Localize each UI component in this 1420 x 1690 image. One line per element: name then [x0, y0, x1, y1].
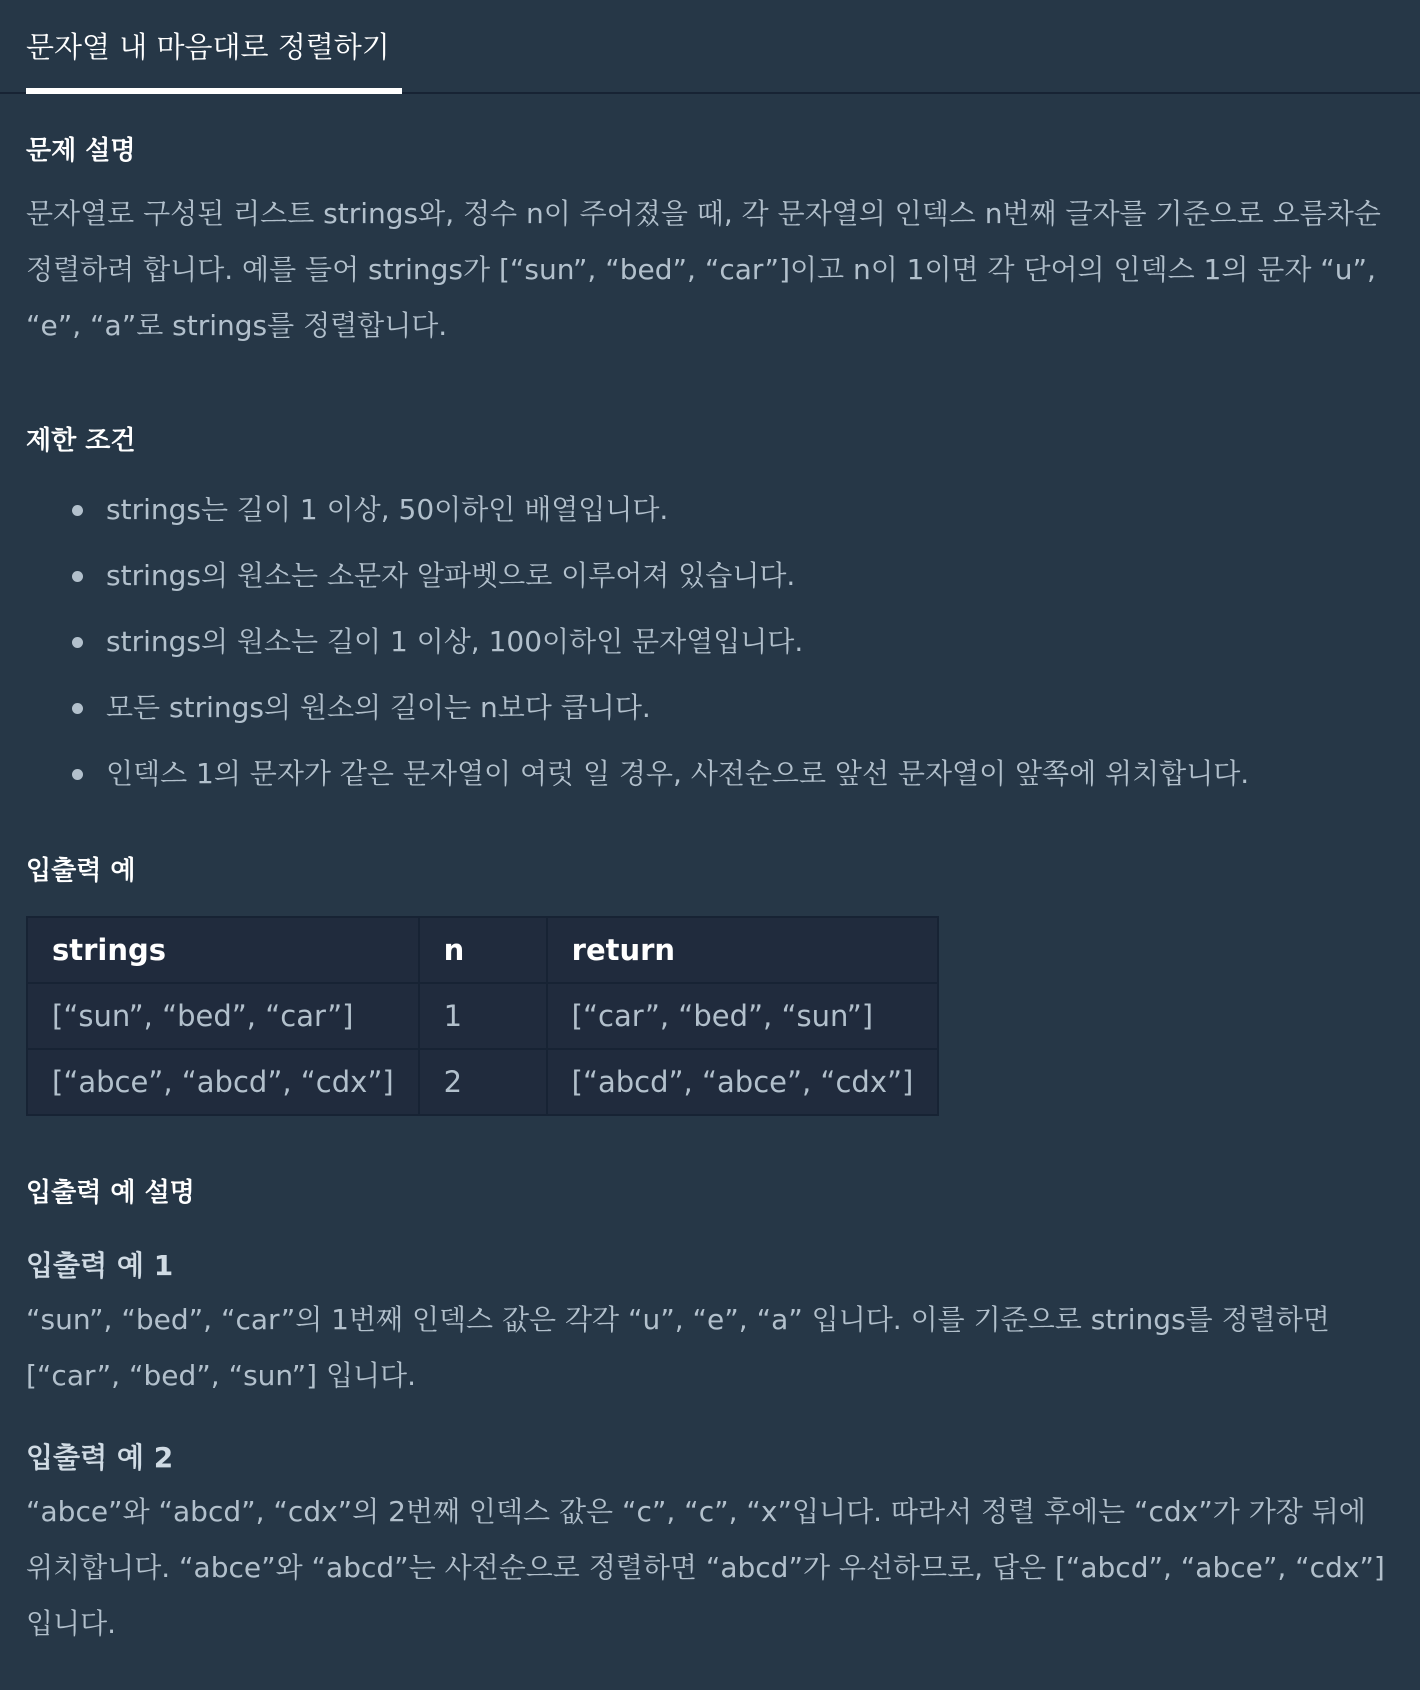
- tab-bar: [0, 0, 1420, 94]
- explanation-heading: 입출력 예 설명: [26, 1178, 195, 1208]
- column-header-strings: strings: [27, 917, 419, 983]
- constraints-heading: 제한 조건: [26, 426, 136, 456]
- bullet-icon: [72, 703, 83, 714]
- table-cell: [“car”, “bed”, “sun”]: [547, 983, 939, 1049]
- bullet-icon: [72, 637, 83, 648]
- bullet-icon: [72, 505, 83, 516]
- table-row: [27, 983, 938, 1049]
- examples-table: [26, 916, 939, 1116]
- table-cell: 2: [419, 1049, 547, 1115]
- list-item: strings의 원소는 소문자 알파벳으로 이루어져 있습니다.: [26, 556, 1391, 622]
- table-header-row: [27, 917, 938, 983]
- list-item: 모든 strings의 원소의 길이는 n보다 큽니다.: [26, 688, 1391, 754]
- bullet-icon: [72, 769, 83, 780]
- example-2-title: 입출력 예 2: [26, 1441, 174, 1474]
- examples-heading: 입출력 예: [26, 856, 136, 886]
- table-cell: 1: [419, 983, 547, 1049]
- constraints-list: [26, 490, 1391, 820]
- list-item: 인덱스 1의 문자가 같은 문자열이 여럿 일 경우, 사전순으로 앞선 문자열이 앞쪽에 위치합니다.: [26, 754, 1391, 820]
- column-header-n: n: [419, 917, 547, 983]
- column-header-return: return: [547, 917, 939, 983]
- bullet-icon: [72, 571, 83, 582]
- list-item: strings의 원소는 길이 1 이상, 100이하인 문자열입니다.: [26, 622, 1391, 688]
- tab-problem-title[interactable]: 문자열 내 마음대로 정렬하기: [26, 0, 402, 94]
- description-text: 문자열로 구성된 리스트 strings와, 정수 n이 주어졌을 때, 각 문자열의 인덱스 n번째 글자를 기준으로 오름차순 정렬하려 합니다. 예를 들어 strings가 [“sun”, “bed”, “car”]이고 n이 1이면 각 단어의 인덱스 1의 문자 “u”, “e”, “a”로 strings를 정렬합니다.: [26, 197, 1381, 342]
- list-item: strings는 길이 1 이상, 50이하인 배열입니다.: [26, 490, 1391, 556]
- table-cell: [“abce”, “abcd”, “cdx”]: [27, 1049, 419, 1115]
- example-1-text: “sun”, “bed”, “car”의 1번째 인덱스 값은 각각 “u”, “e”, “a” 입니다. 이를 기준으로 strings를 정렬하면 [“car”, “bed”, “sun”] 입니다.: [26, 1303, 1330, 1392]
- example-2-text: “abce”와 “abcd”, “cdx”의 2번째 인덱스 값은 “c”, “c”, “x”입니다. 따라서 정렬 후에는 “cdx”가 가장 뒤에 위치합니다. “abce”와 “abcd”는 사전순으로 정렬하면 “abcd”가 우선하므로, 답은 [“abcd”, “abce”, “cdx”] 입니다.: [26, 1495, 1385, 1640]
- table-row: [27, 1049, 938, 1115]
- example-1-title: 입출력 예 1: [26, 1249, 174, 1282]
- description-heading: 문제 설명: [26, 136, 136, 166]
- table-cell: [“abcd”, “abce”, “cdx”]: [547, 1049, 939, 1115]
- description-section: [26, 130, 136, 167]
- table-cell: [“sun”, “bed”, “car”]: [27, 983, 419, 1049]
